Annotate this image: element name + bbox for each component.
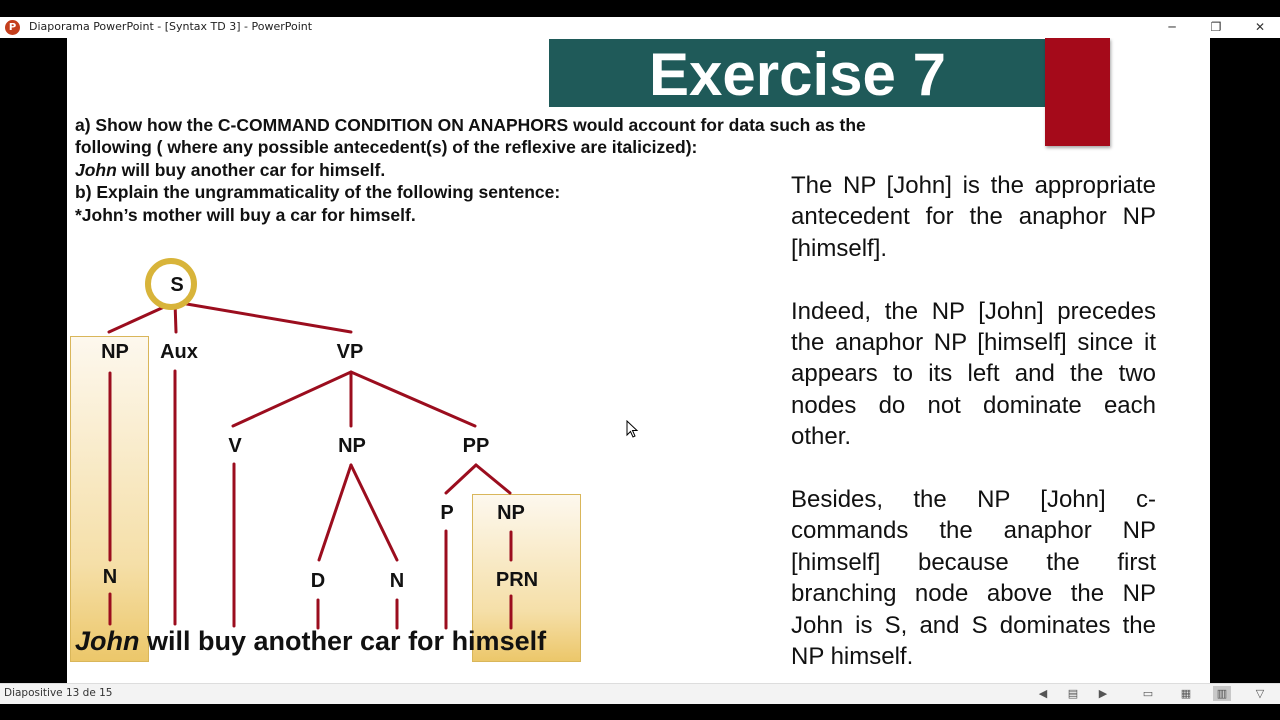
slide-title: Exercise 7 <box>549 39 1046 107</box>
powerpoint-app-icon: P <box>5 20 20 35</box>
instruction-line-1: a) Show how the C-COMMAND CONDITION ON ANAPHORS would account for data such as the <box>75 115 866 135</box>
minimize-button[interactable]: ─ <box>1168 20 1176 34</box>
node-pp: PP <box>462 435 490 457</box>
word-john: John <box>75 626 140 656</box>
node-v: V <box>228 435 242 457</box>
status-bar <box>0 683 1280 704</box>
slide-counter: Diapositive 13 de 15 <box>4 687 113 699</box>
reading-view-icon[interactable]: ▥ <box>1213 686 1231 701</box>
slideshow-icon[interactable]: ▽ <box>1255 687 1265 700</box>
instruction-line-5: *John’s mother will buy a car for himself. <box>75 204 416 225</box>
restore-button[interactable]: ❐ <box>1210 20 1222 34</box>
node-d: D <box>310 570 326 592</box>
node-n-car: N <box>389 570 405 592</box>
node-s: S <box>170 274 184 296</box>
antecedent-john: John <box>75 159 117 180</box>
explanation-paragraph-3: Besides, the NP [John] c-commands the anaphor NP [himself] because the first branching node above the NP John is S, and S dominates the NP himself. <box>791 486 1156 671</box>
node-prn: PRN <box>495 569 539 591</box>
window-title: Diaporama PowerPoint - [Syntax TD 3] - PowerPoint <box>29 20 313 33</box>
notes-icon[interactable]: ▤ <box>1067 687 1079 700</box>
node-aux: Aux <box>160 341 198 363</box>
slide[interactable] <box>67 38 1210 683</box>
prev-icon[interactable]: ◀ <box>1038 687 1048 700</box>
explanation-text <box>791 170 1156 672</box>
sentence-middle: will buy another car for <box>139 626 452 656</box>
example-sentence <box>75 626 546 657</box>
decorative-red-block <box>1045 38 1110 146</box>
explanation-paragraph-1: The NP [John] is the appropriate antecedent for the anaphor NP [himself]. <box>791 172 1156 262</box>
node-np-john: NP <box>101 341 129 363</box>
instruction-line-2: following ( where any possible antecedent(s) of the reflexive are italicized): <box>75 137 698 158</box>
instruction-line-3: John will buy another car for himself. <box>75 159 386 180</box>
tree-branches <box>67 238 627 683</box>
instruction-line-4: b) Explain the ungrammaticality of the following sentence: <box>75 182 561 203</box>
close-button[interactable]: ✕ <box>1254 20 1266 34</box>
slide-sorter-icon[interactable]: ▦ <box>1180 687 1192 700</box>
slideshow-area <box>0 38 1280 683</box>
word-himself: himself <box>451 626 547 656</box>
next-icon[interactable]: ▶ <box>1098 687 1108 700</box>
node-p: P <box>440 502 454 524</box>
mouse-cursor-icon <box>626 420 640 440</box>
title-bar <box>0 17 1280 38</box>
normal-view-icon[interactable]: ▭ <box>1142 687 1154 700</box>
node-n-john: N <box>102 566 118 588</box>
node-np-object: NP <box>338 435 366 457</box>
explanation-paragraph-2: Indeed, the NP [John] precedes the anaphor NP [himself] since it appears to its left and the two nodes do not dominate each other. <box>791 297 1156 451</box>
node-vp: VP <box>336 341 364 363</box>
node-np-himself: NP <box>497 502 525 524</box>
syntax-tree <box>67 238 627 683</box>
